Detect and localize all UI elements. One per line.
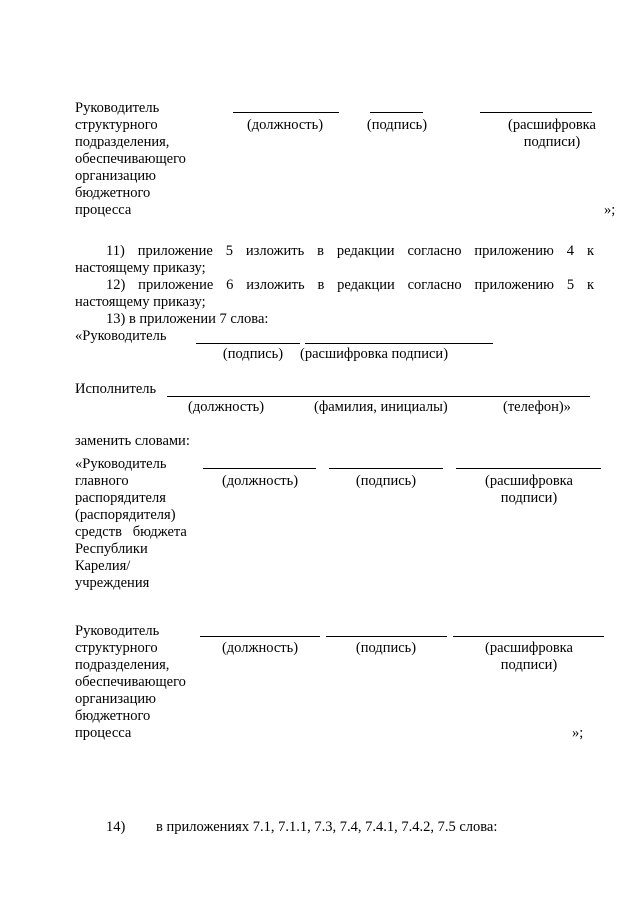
block3-title-5: организацию [75, 691, 156, 707]
block1-decode-label-1: (расшифровка [508, 117, 596, 133]
block3-decode-label-2: подписи) [500, 657, 558, 673]
executor-position-label: (должность) [188, 399, 265, 415]
block1-decode-label-2: подписи) [523, 134, 581, 150]
executor-name-label: (фамилия, инициалы) [314, 399, 448, 415]
executor-line [167, 396, 590, 397]
block3-signature-line [326, 636, 447, 637]
block1-title-6: бюджетного [75, 185, 151, 201]
block1-position-line [233, 112, 339, 113]
block1-signature-label: (подпись) [366, 117, 428, 133]
block1-title-2: структурного [75, 117, 158, 133]
block3-signature-label: (подпись) [355, 640, 417, 656]
item-11-line2: настоящему приказу; [75, 260, 206, 276]
block1-signature-line [370, 112, 423, 113]
block3-close-quote: »; [572, 725, 584, 741]
quote-decode-label: (расшифровка подписи) [300, 346, 449, 362]
item-13: 13) в приложении 7 слова: [106, 311, 269, 327]
item-11-line1: 11) приложение 5 изложить в редакции согласно приложению 4 к [106, 243, 594, 259]
block1-title-4: обеспечивающего [75, 151, 186, 167]
block3-title-2: структурного [75, 640, 158, 656]
block3-title-3: подразделения, [75, 657, 170, 673]
block1-decode-line [480, 112, 592, 113]
block3-position-label: (должность) [221, 640, 299, 656]
block2-signature-label: (подпись) [355, 473, 417, 489]
block3-title-7: процесса [75, 725, 132, 741]
block2-position-label: (должность) [221, 473, 299, 489]
block2-decode-line [456, 468, 601, 469]
block3-title-4: обеспечивающего [75, 674, 186, 690]
item-14-number: 14) [106, 819, 126, 835]
block2-title-1: «Руководитель [75, 456, 167, 472]
block2-title-5: средств бюджета [75, 524, 187, 540]
quote-decode-line [305, 343, 493, 344]
executor-phone-label: (телефон)» [503, 399, 571, 415]
block2-title-4: (распорядителя) [75, 507, 176, 523]
quote-signature-label: (подпись) [222, 346, 284, 362]
block2-title-8: учреждения [75, 575, 150, 591]
block1-title-7: процесса [75, 202, 132, 218]
block1-position-label: (должность) [246, 117, 324, 133]
block1-close-quote: »; [604, 202, 616, 218]
block3-position-line [200, 636, 320, 637]
block1-title-5: организацию [75, 168, 156, 184]
item-12-line1: 12) приложение 6 изложить в редакции согласно приложению 5 к [106, 277, 594, 293]
block2-signature-line [329, 468, 443, 469]
block2-title-7: Карелия/ [75, 558, 131, 574]
item-14-text: в приложениях 7.1, 7.1.1, 7.3, 7.4, 7.4.1, 7.4.2, 7.5 слова: [156, 819, 498, 835]
quote-signature-line [196, 343, 300, 344]
block2-decode-label-2: подписи) [500, 490, 558, 506]
replace-with: заменить словами: [75, 433, 190, 449]
block3-decode-label-1: (расшифровка [485, 640, 573, 656]
block2-title-3: распорядителя [75, 490, 166, 506]
block1-title-1: Руководитель [75, 100, 160, 116]
block2-title-6: Республики [75, 541, 148, 557]
block1-title-3: подразделения, [75, 134, 170, 150]
block2-position-line [203, 468, 316, 469]
item-12-line2: настоящему приказу; [75, 294, 206, 310]
block3-decode-line [453, 636, 604, 637]
block2-decode-label-1: (расшифровка [485, 473, 573, 489]
block3-title-6: бюджетного [75, 708, 151, 724]
block3-title-1: Руководитель [75, 623, 160, 639]
block2-title-2: главного [75, 473, 129, 489]
quote-head: «Руководитель [75, 328, 167, 344]
executor-label: Исполнитель [75, 381, 157, 397]
